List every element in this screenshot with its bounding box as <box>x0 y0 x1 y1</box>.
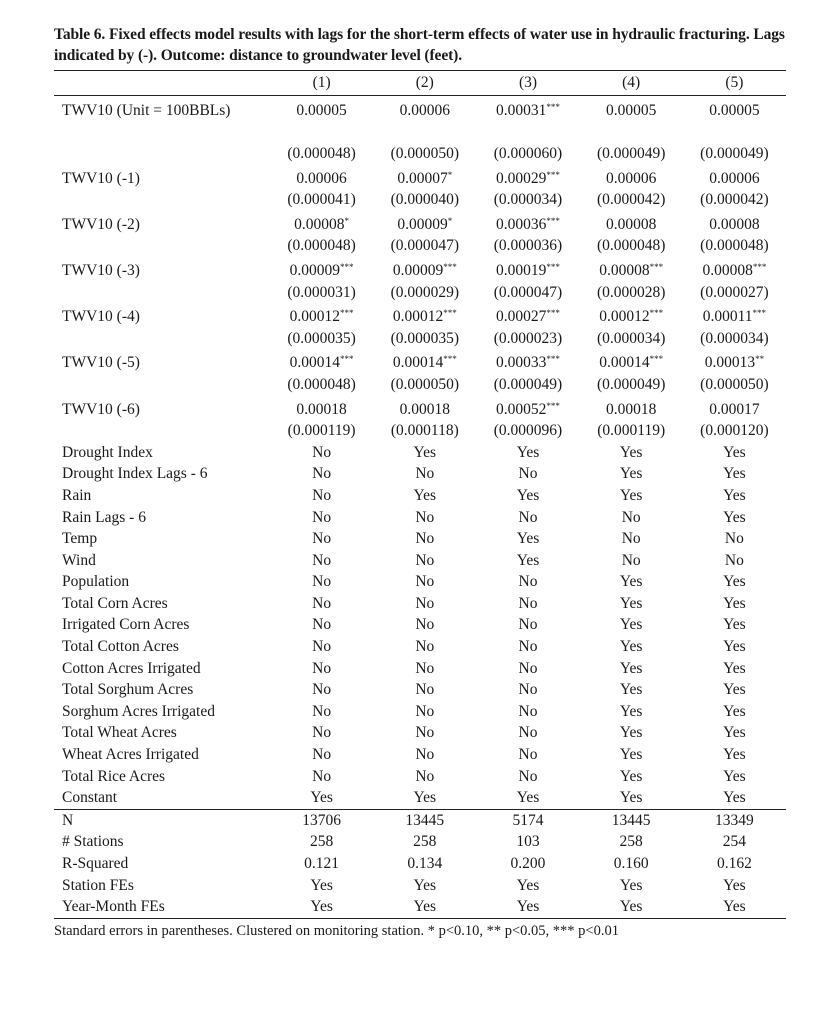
indicator-cell: No <box>312 465 332 483</box>
control-row <box>54 485 786 507</box>
coefficient-cell: 0.00013** <box>704 354 765 372</box>
coefficient-cell: 0.00018 <box>296 400 347 418</box>
coefficient-cell: 0.00033*** <box>496 354 560 372</box>
indicator-cell: No <box>621 508 641 526</box>
coefficient-cell: 0.00009*** <box>289 261 354 279</box>
statistic-cell: 13706 <box>270 809 373 831</box>
coefficient-cell: 0.00014*** <box>289 354 354 372</box>
indicator-cell: Yes <box>619 767 643 785</box>
row-label: TWV10 (-1) <box>62 169 140 187</box>
indicator-cell: Yes <box>619 702 643 720</box>
indicator-cell: Yes <box>619 465 643 483</box>
indicator-cell: Yes <box>619 616 643 634</box>
row-label: Constant <box>62 789 118 807</box>
indicator-cell: Yes <box>723 443 746 461</box>
indicator-cell: No <box>312 746 332 764</box>
statistic-cell: 0.160 <box>613 855 649 872</box>
row-label: Temp <box>62 530 98 548</box>
indicator-cell: No <box>415 767 435 785</box>
std-error-cell: (0.000048) <box>700 237 769 255</box>
significance-stars: *** <box>443 354 457 365</box>
coefficient-cell: 0.00018 <box>399 400 450 418</box>
indicator-cell: No <box>415 659 435 677</box>
row-label: Station FEs <box>62 876 134 894</box>
indicator-cell: No <box>518 465 538 483</box>
indicator-cell: No <box>621 551 641 569</box>
significance-stars: *** <box>546 400 560 411</box>
indicator-cell: No <box>518 659 538 677</box>
row-label: Total Rice Acres <box>62 767 166 785</box>
indicator-cell: Yes <box>723 789 746 807</box>
indicator-cell: No <box>415 573 435 591</box>
indicator-cell: Yes <box>723 638 746 656</box>
statistic-cell: Yes <box>723 876 746 894</box>
table-caption: Table 6. Fixed effects model results with lags for the short-term effects of water use in hydraulic fracturing. Lags indicated by (-). Outcome: distance to groundwater level (feet). <box>54 26 785 64</box>
row-label: Cotton Acres Irrigated <box>62 659 201 677</box>
control-row <box>54 614 786 636</box>
row-label: TWV10 (-5) <box>62 354 140 372</box>
significance-stars: *** <box>649 308 664 319</box>
std-error-cell: (0.000048) <box>596 237 666 255</box>
row-label: N <box>54 809 270 831</box>
row-label: Wind <box>62 551 96 569</box>
statistic-cell: 0.134 <box>407 855 443 872</box>
column-header: (4) <box>580 71 683 96</box>
control-row <box>54 679 786 701</box>
row-label: Rain <box>62 486 92 504</box>
std-error-cell: (0.000050) <box>390 145 460 162</box>
control-row <box>54 507 786 529</box>
indicator-cell: No <box>518 638 538 656</box>
indicator-cell: No <box>724 530 744 548</box>
statistic-row <box>54 853 786 875</box>
coefficient-cell: 0.00006 <box>399 102 450 119</box>
indicator-cell: No <box>415 702 435 720</box>
control-row <box>54 636 786 658</box>
column-header: (3) <box>476 71 579 96</box>
control-row <box>54 550 786 572</box>
std-error-cell: (0.000048) <box>287 145 356 162</box>
indicator-cell: Yes <box>413 486 437 504</box>
coefficient-cell: 0.00018 <box>605 400 657 418</box>
row-label: Drought Index Lags - 6 <box>62 465 208 483</box>
row-label: Year-Month FEs <box>54 896 270 918</box>
coefficient-cell: 0.00005 <box>709 102 760 119</box>
coefficient-cell: 0.00027*** <box>496 308 560 326</box>
statistic-row <box>54 896 786 918</box>
control-row <box>54 766 786 788</box>
coefficient-cell: 0.00029*** <box>496 169 560 187</box>
significance-stars: *** <box>340 308 354 319</box>
control-row <box>54 571 786 593</box>
std-error-cell: (0.000047) <box>493 283 563 301</box>
row-label: TWV10 (-4) <box>62 308 140 326</box>
significance-stars: *** <box>546 354 560 365</box>
coefficient-cell: 0.00031*** <box>496 102 560 119</box>
significance-stars: ** <box>755 354 765 365</box>
indicator-cell: Yes <box>723 702 746 720</box>
table-footnote: Standard errors in parentheses. Clustered on monitoring station. * p<0.10, ** p<0.05, *** p<0.01 <box>54 922 619 939</box>
control-row <box>54 722 786 744</box>
significance-stars: * <box>447 215 453 226</box>
indicator-cell: Yes <box>516 789 540 807</box>
coefficient-cell: 0.00019*** <box>496 261 560 279</box>
coefficient-row <box>54 396 786 421</box>
std-error-cell: (0.000041) <box>287 191 356 209</box>
indicator-cell: Yes <box>723 594 746 612</box>
indicator-cell: Yes <box>619 486 643 504</box>
significance-stars: *** <box>546 215 560 226</box>
row-label: Total Wheat Acres <box>62 724 177 742</box>
coefficient-row <box>54 257 786 282</box>
indicator-cell: Yes <box>619 638 643 656</box>
std-error-cell: (0.000042) <box>700 191 769 209</box>
std-error-cell: (0.000119) <box>287 422 356 440</box>
statistic-cell: Yes <box>516 876 540 894</box>
coefficient-cell: 0.00005 <box>605 102 657 119</box>
indicator-cell: Yes <box>619 443 643 461</box>
statistic-cell: 0.162 <box>716 855 752 872</box>
std-error-cell: (0.000049) <box>596 145 666 162</box>
coefficient-row <box>54 96 786 144</box>
std-error-cell: (0.000029) <box>390 283 460 301</box>
significance-stars: *** <box>546 308 560 319</box>
indicator-cell: No <box>312 767 332 785</box>
indicator-cell: No <box>724 551 744 569</box>
significance-stars: *** <box>752 308 767 319</box>
statistic-cell: Yes <box>683 896 786 918</box>
indicator-cell: No <box>312 551 332 569</box>
statistic-cell: 258 <box>413 833 437 851</box>
indicator-cell: No <box>415 594 435 612</box>
std-error-cell: (0.000035) <box>287 329 356 347</box>
indicator-cell: No <box>312 616 332 634</box>
statistic-cell: Yes <box>413 876 437 894</box>
std-error-cell: (0.000031) <box>287 283 356 301</box>
coefficient-cell: 0.00006 <box>709 169 760 187</box>
std-error-cell: (0.000060) <box>493 145 563 162</box>
indicator-cell: No <box>312 594 332 612</box>
indicator-cell: Yes <box>723 508 746 526</box>
statistic-cell: 13349 <box>683 809 786 831</box>
indicator-cell: No <box>518 767 538 785</box>
std-error-cell: (0.000096) <box>493 422 563 440</box>
coefficient-cell: 0.00014*** <box>392 354 457 372</box>
coefficient-cell: 0.00052*** <box>496 400 560 418</box>
control-row <box>54 744 786 766</box>
coefficient-cell: 0.00005 <box>296 102 347 119</box>
std-error-cell: (0.000120) <box>700 422 769 440</box>
std-error-cell: (0.000119) <box>597 422 666 440</box>
control-row <box>54 528 786 550</box>
indicator-cell: No <box>415 465 435 483</box>
statistic-cell: Yes <box>580 896 683 918</box>
coefficient-cell: 0.00008*** <box>599 261 664 279</box>
indicator-cell: No <box>518 746 538 764</box>
coefficient-cell: 0.00009* <box>397 215 453 233</box>
std-error-cell: (0.000034) <box>700 329 769 347</box>
std-error-cell: (0.000048) <box>287 237 356 255</box>
std-error-cell: (0.000035) <box>390 329 460 347</box>
indicator-cell: No <box>415 530 435 548</box>
indicator-cell: Yes <box>723 767 746 785</box>
significance-stars: *** <box>546 169 560 180</box>
std-error-cell: (0.000047) <box>390 237 460 255</box>
std-error-cell: (0.000023) <box>493 329 563 347</box>
std-error-cell: (0.000048) <box>287 375 356 393</box>
row-label: TWV10 (-6) <box>62 400 140 418</box>
indicator-cell: Yes <box>413 443 437 461</box>
statistic-cell: 0.200 <box>510 855 546 872</box>
indicator-cell: Yes <box>516 551 540 569</box>
control-row <box>54 787 786 809</box>
row-label: Wheat Acres Irrigated <box>62 746 199 764</box>
statistic-cell: Yes <box>619 876 643 894</box>
row-label: Sorghum Acres Irrigated <box>62 702 215 720</box>
indicator-cell: No <box>518 594 538 612</box>
indicator-cell: Yes <box>516 486 540 504</box>
statistic-cell: Yes <box>310 876 333 894</box>
significance-stars: * <box>344 215 350 226</box>
indicator-cell: No <box>312 573 332 591</box>
indicator-cell: Yes <box>723 486 746 504</box>
statistic-cell: 103 <box>516 833 540 851</box>
indicator-cell: Yes <box>619 594 643 612</box>
indicator-cell: Yes <box>619 681 643 699</box>
coefficient-cell: 0.00008* <box>294 215 350 233</box>
significance-stars: *** <box>546 102 560 112</box>
indicator-cell: No <box>415 638 435 656</box>
indicator-cell: Yes <box>413 789 437 807</box>
std-error-cell: (0.000040) <box>390 191 460 209</box>
statistic-row <box>54 809 786 831</box>
indicator-cell: No <box>415 746 435 764</box>
indicator-cell: Yes <box>310 789 333 807</box>
coefficient-cell: 0.00009*** <box>392 261 457 279</box>
indicator-cell: No <box>518 573 538 591</box>
header-blank <box>54 71 270 96</box>
table-figure <box>54 24 786 940</box>
indicator-cell: No <box>518 702 538 720</box>
indicator-cell: Yes <box>723 659 746 677</box>
coefficient-cell: 0.00008 <box>605 215 657 233</box>
coefficient-row <box>54 211 786 236</box>
row-label: TWV10 (-2) <box>62 215 140 233</box>
indicator-cell: No <box>415 508 435 526</box>
indicator-cell: No <box>312 702 332 720</box>
regression-table <box>54 70 786 919</box>
std-error-cell: (0.000042) <box>596 191 666 209</box>
std-error-cell: (0.000028) <box>596 283 666 301</box>
std-error-cell: (0.000118) <box>390 422 459 440</box>
significance-stars: *** <box>443 308 457 319</box>
coefficient-cell: 0.00006 <box>605 169 657 187</box>
statistic-cell: 5174 <box>476 809 579 831</box>
coefficient-cell: 0.00017 <box>709 400 760 418</box>
std-error-cell: (0.000050) <box>390 375 460 393</box>
indicator-cell: Yes <box>619 746 643 764</box>
statistic-row <box>54 875 786 897</box>
significance-stars: *** <box>546 261 560 272</box>
significance-stars: *** <box>340 354 354 365</box>
indicator-cell: Yes <box>619 789 643 807</box>
indicator-cell: Yes <box>619 573 643 591</box>
indicator-cell: Yes <box>619 659 643 677</box>
row-label: TWV10 (Unit = 100BBLs) <box>62 102 231 119</box>
significance-stars: *** <box>340 261 354 272</box>
coefficient-cell: 0.00012*** <box>289 308 354 326</box>
control-row <box>54 442 786 464</box>
coefficient-cell: 0.00036*** <box>496 215 560 233</box>
coefficient-cell: 0.00014*** <box>599 354 664 372</box>
header-row <box>54 71 786 96</box>
column-header: (2) <box>373 71 476 96</box>
statistic-cell: Yes <box>476 896 579 918</box>
indicator-cell: No <box>518 508 538 526</box>
std-error-cell: (0.000050) <box>700 375 769 393</box>
statistic-cell: Yes <box>373 896 476 918</box>
significance-stars: *** <box>443 261 457 272</box>
indicator-cell: Yes <box>723 681 746 699</box>
std-error-cell: (0.000034) <box>493 191 563 209</box>
indicator-cell: Yes <box>516 530 540 548</box>
indicator-cell: No <box>415 681 435 699</box>
row-label: Total Corn Acres <box>62 594 168 612</box>
indicator-cell: No <box>621 530 641 548</box>
row-label: Rain Lags - 6 <box>62 508 146 526</box>
control-row <box>54 593 786 615</box>
indicator-cell: No <box>518 681 538 699</box>
indicator-cell: Yes <box>723 465 746 483</box>
row-label: Total Sorghum Acres <box>62 681 194 699</box>
statistic-cell: 13445 <box>373 809 476 831</box>
row-label: # Stations <box>62 833 124 851</box>
indicator-cell: No <box>312 681 332 699</box>
indicator-cell: No <box>518 616 538 634</box>
indicator-cell: Yes <box>723 616 746 634</box>
control-row <box>54 701 786 723</box>
std-error-cell: (0.000036) <box>493 237 563 255</box>
indicator-cell: No <box>415 616 435 634</box>
statistic-row <box>54 831 786 853</box>
indicator-cell: Yes <box>619 724 643 742</box>
indicator-cell: No <box>312 530 332 548</box>
row-label: Population <box>62 573 130 591</box>
std-error-cell: (0.000034) <box>596 329 666 347</box>
coefficient-row <box>54 303 786 328</box>
control-row <box>54 463 786 485</box>
std-error-cell: (0.000049) <box>596 375 666 393</box>
statistic-cell: 0.121 <box>304 855 340 872</box>
statistic-cell: 258 <box>619 833 643 851</box>
row-label: Total Cotton Acres <box>62 638 179 656</box>
indicator-cell: No <box>415 724 435 742</box>
coefficient-cell: 0.00007* <box>397 169 453 187</box>
row-label: TWV10 (-3) <box>62 261 140 279</box>
indicator-cell: No <box>312 508 332 526</box>
indicator-cell: Yes <box>723 573 746 591</box>
statistic-cell: Yes <box>270 896 373 918</box>
indicator-cell: No <box>312 724 332 742</box>
column-header: (5) <box>683 71 786 96</box>
column-header: (1) <box>270 71 373 96</box>
row-label: Irrigated Corn Acres <box>62 616 190 634</box>
indicator-cell: No <box>312 659 332 677</box>
significance-stars: *** <box>752 261 767 272</box>
row-label: R-Squared <box>62 855 129 872</box>
indicator-cell: Yes <box>723 724 746 742</box>
coefficient-row <box>54 349 786 374</box>
indicator-cell: No <box>518 724 538 742</box>
indicator-cell: No <box>312 443 332 461</box>
indicator-cell: Yes <box>516 443 540 461</box>
significance-stars: *** <box>649 261 664 272</box>
statistic-cell: 254 <box>722 833 746 851</box>
coefficient-cell: 0.00006 <box>296 169 347 187</box>
control-row <box>54 658 786 680</box>
statistic-cell: 258 <box>309 833 334 851</box>
indicator-cell: No <box>312 486 332 504</box>
coefficient-cell: 0.00008 <box>709 215 760 233</box>
std-error-cell: (0.000027) <box>700 283 769 301</box>
statistic-cell: 13445 <box>580 809 683 831</box>
indicator-cell: Yes <box>723 746 746 764</box>
indicator-cell: No <box>312 638 332 656</box>
coefficient-cell: 0.00008*** <box>702 261 767 279</box>
coefficient-cell: 0.00012*** <box>599 308 664 326</box>
significance-stars: * <box>447 169 453 180</box>
significance-stars: *** <box>649 354 664 365</box>
indicator-cell: No <box>415 551 435 569</box>
std-error-cell: (0.000049) <box>700 145 769 162</box>
row-label: Drought Index <box>62 443 153 461</box>
coefficient-cell: 0.00012*** <box>392 308 457 326</box>
coefficient-row <box>54 165 786 190</box>
std-error-cell: (0.000049) <box>493 375 563 393</box>
coefficient-cell: 0.00011*** <box>702 308 767 326</box>
